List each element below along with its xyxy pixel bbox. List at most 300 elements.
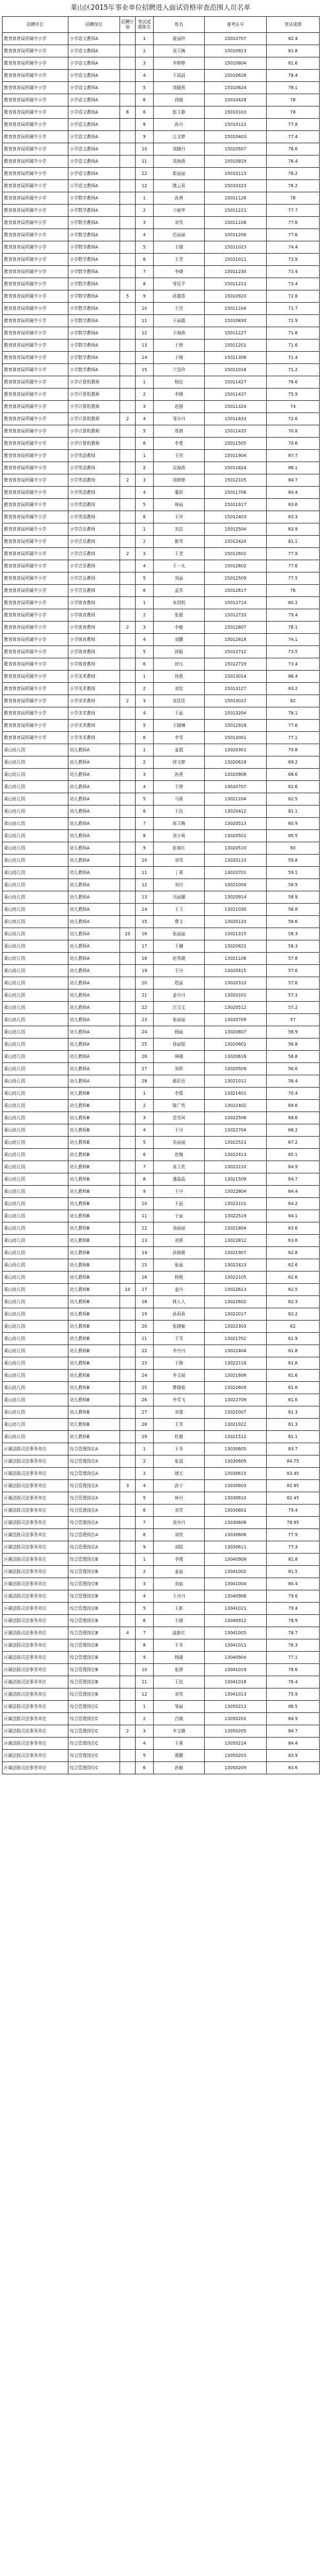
cell-position: 幼儿教师A [68,879,120,891]
table-row [3,671,320,683]
cell-ticket: 15013001 [205,732,267,744]
cell-score: 61.3 [267,1419,320,1431]
table-row [3,1357,320,1370]
cell-rank: 6 [136,1505,154,1517]
cell-position: 幼儿教师A [68,744,120,756]
table-row [3,192,320,205]
cell-ticket: 15010920 [205,290,267,303]
table-row [3,33,320,45]
cell-position: 幼儿教师B [68,1124,120,1137]
cell-plan: 10 [120,928,136,940]
cell-score: 63.6 [267,1235,320,1247]
cell-unit: 教育体育局所属中小学 [3,438,68,450]
table-row [3,1566,320,1578]
cell-ticket: 15010830 [205,315,267,327]
cell-name: 刘丹 [154,879,205,891]
cell-ticket: 13021907 [205,1247,267,1259]
cell-position: 小学计算机教师 [68,438,120,450]
cell-ticket: 13022613 [205,1284,267,1296]
cell-ticket: 13021104 [205,793,267,806]
cell-unit: 莱山幼儿园 [3,1284,68,1296]
cell-name: 于晓 [154,352,205,364]
cell-position: 小学英语教师 [68,511,120,523]
cell-name: 宋玥明 [154,597,205,609]
cell-plan [120,1603,136,1615]
table-row [3,622,320,634]
table-row [3,1443,320,1455]
cell-ticket: 13040912 [205,1615,267,1627]
cell-position: 综合管理岗位B [68,1566,120,1578]
cell-position: 幼儿教师B [68,1345,120,1357]
cell-unit: 教育体育局所属中小学 [3,683,68,695]
cell-ticket: 13022812 [205,1235,267,1247]
cell-unit: 区属法院司法事务单位 [3,1689,68,1701]
cell-name: 刘妍 [154,1063,205,1075]
cell-plan [120,1689,136,1701]
cell-ticket: 13020110 [205,855,267,867]
cell-ticket: 15013204 [205,707,267,720]
cell-unit: 莱山幼儿园 [3,1321,68,1333]
cell-rank: 1 [136,671,154,683]
cell-plan [120,720,136,732]
cell-score: 62.8 [267,1247,320,1259]
cell-position: 小学数学教师A [68,266,120,278]
cell-unit: 莱山幼儿园 [3,1063,68,1075]
cell-rank: 13 [136,1235,154,1247]
cell-position: 综合管理岗位C [68,1762,120,1774]
cell-score: 59.1 [267,867,320,879]
table-row [3,1382,320,1394]
cell-rank: 3 [136,769,154,781]
cell-rank: 14 [136,1247,154,1259]
cell-rank: 25 [136,1039,154,1051]
cell-position: 幼儿教师A [68,1075,120,1088]
cell-plan [120,303,136,315]
cell-name: 王丹 [154,1186,205,1198]
cell-plan [120,867,136,879]
table-row [3,855,320,867]
cell-score: 64.9 [267,1161,320,1173]
cell-position: 幼儿教师B [68,1222,120,1235]
cell-name: 郝彩达 [154,1075,205,1088]
table-row [3,1529,320,1541]
cell-score: 81.6 [267,57,320,70]
cell-plan: 2 [120,695,136,707]
cell-unit: 区属法院司法事务单位 [3,1701,68,1713]
cell-ticket: 13020601 [205,1039,267,1051]
cell-unit: 教育体育局所属中小学 [3,131,68,143]
cell-ticket: 15013014 [205,671,267,683]
table-row [3,523,320,536]
cell-name: 王丽 [154,707,205,720]
table-row [3,1652,320,1664]
cell-rank: 3 [136,57,154,70]
table-row [3,1554,320,1566]
column-header-plan: 招聘计划 [120,17,136,33]
cell-unit: 莱山幼儿园 [3,806,68,818]
cell-score: 61.6 [267,1382,320,1394]
cell-unit: 莱山幼儿园 [3,989,68,1002]
cell-position: 综合管理岗位A [68,1443,120,1455]
cell-rank: 15 [136,916,154,928]
cell-score: 79.4 [267,1505,320,1517]
cell-score: 79.4 [267,1603,320,1615]
cell-unit: 莱山幼儿园 [3,1210,68,1222]
cell-name: 赵静 [154,401,205,413]
cell-position: 综合管理岗位C [68,1713,120,1725]
cell-rank: 7 [136,1161,154,1173]
cell-plan [120,438,136,450]
table-row [3,1321,320,1333]
cell-position: 小学美术教师 [68,732,120,744]
cell-plan [120,192,136,205]
cell-ticket: 15010428 [205,94,267,106]
cell-rank: 26 [136,1051,154,1063]
cell-unit: 教育体育局所属中小学 [3,573,68,585]
cell-rank: 6 [136,1762,154,1774]
cell-position: 小学数学教师A [68,352,120,364]
cell-unit: 教育体育局所属中小学 [3,327,68,340]
cell-name: 高玉欣 [154,1161,205,1173]
cell-unit: 教育体育局所属中小学 [3,732,68,744]
cell-ticket: 13020310 [205,977,267,989]
cell-ticket: 13020509 [205,1063,267,1075]
table-row [3,585,320,597]
cell-name: 刘小莉 [154,830,205,842]
cell-ticket: 13022210 [205,1161,267,1173]
cell-unit: 莱山幼儿园 [3,1173,68,1186]
cell-score: 57.6 [267,965,320,977]
cell-rank: 21 [136,989,154,1002]
cell-unit: 教育体育局所属中小学 [3,45,68,57]
cell-name: 林丽 [154,499,205,511]
cell-position: 幼儿教师B [68,1333,120,1345]
cell-ticket: 15012504 [205,523,267,536]
cell-ticket: 13020415 [205,965,267,977]
cell-rank: 3 [136,217,154,229]
cell-plan [120,634,136,646]
cell-name: 范雪珂 [154,1112,205,1124]
cell-unit: 莱山幼儿园 [3,928,68,940]
cell-position: 幼儿教师B [68,1088,120,1100]
cell-ticket: 15011201 [205,340,267,352]
table-row [3,474,320,487]
cell-rank: 1 [136,523,154,536]
cell-score: 58.6 [267,916,320,928]
cell-position: 幼儿教师B [68,1247,120,1259]
cell-rank: 15 [136,364,154,376]
table-row [3,1124,320,1137]
cell-position: 幼儿教师A [68,1026,120,1039]
cell-score: 73.4 [267,658,320,671]
cell-score: 84.7 [267,1725,320,1738]
table-row [3,143,320,156]
cell-ticket: 13021030 [205,904,267,916]
cell-position: 幼儿教师A [68,1051,120,1063]
cell-unit: 莱山幼儿园 [3,940,68,953]
cell-position: 幼儿教师A [68,793,120,806]
cell-position: 综合管理岗位A [68,1492,120,1505]
cell-name: 刘婷婷 [154,474,205,487]
cell-plan [120,536,136,548]
cell-unit: 区属法院司法事务单位 [3,1492,68,1505]
cell-unit: 莱山幼儿园 [3,1026,68,1039]
cell-position: 幼儿教师B [68,1137,120,1149]
cell-name: 刘洁 [154,523,205,536]
cell-plan [120,1455,136,1468]
cell-unit: 区属法院司法事务单位 [3,1652,68,1664]
cell-rank: 11 [136,315,154,327]
cell-unit: 莱山幼儿园 [3,818,68,830]
cell-plan [120,855,136,867]
cell-score: 72.6 [267,413,320,425]
cell-position: 幼儿教师B [68,1284,120,1296]
cell-score: 86.1 [267,462,320,474]
cell-position: 综合管理岗位A [68,1541,120,1554]
cell-score: 61.1 [267,1431,320,1443]
table-row [3,462,320,474]
cell-plan: 2 [120,474,136,487]
cell-name: 刘雪 [154,217,205,229]
cell-rank: 18 [136,1296,154,1308]
cell-plan [120,376,136,389]
cell-position: 幼儿教师A [68,940,120,953]
cell-score: 58.3 [267,940,320,953]
cell-plan [120,1039,136,1051]
cell-ticket: 13041019 [205,1664,267,1676]
cell-position: 综合管理岗位B [68,1639,120,1652]
table-row [3,217,320,229]
cell-rank: 11 [136,156,154,168]
cell-ticket: 13021702 [205,1333,267,1345]
cell-ticket: 15011108 [205,217,267,229]
cell-rank: 6 [136,1149,154,1161]
cell-rank: 4 [136,1124,154,1137]
cell-rank: 23 [136,1014,154,1026]
cell-ticket: 13020501 [205,830,267,842]
cell-rank: 7 [136,1627,154,1639]
cell-unit: 教育体育局所属中小学 [3,634,68,646]
cell-ticket: 15012719 [205,658,267,671]
cell-position: 综合管理岗位C [68,1701,120,1713]
cell-position: 小学语文教师A [68,45,120,57]
column-header-ticket: 准考证号 [205,17,267,33]
cell-plan: 3 [120,1480,136,1492]
cell-name: 李雪飞 [154,1394,205,1406]
cell-ticket: 15012403 [205,511,267,523]
cell-rank: 7 [136,1517,154,1529]
cell-unit: 教育体育局所属中小学 [3,671,68,683]
cell-rank: 5 [136,573,154,585]
cell-name: 姜丽 [154,1566,205,1578]
cell-plan [120,609,136,622]
table-row [3,499,320,511]
cell-score: 77.3 [267,1541,320,1554]
cell-name: 徐振 [154,646,205,658]
cell-ticket: 15010323 [205,180,267,192]
cell-name: 李文晓 [154,1725,205,1738]
cell-name: 孙丹 [154,119,205,131]
cell-score: 83.6 [267,1762,320,1774]
cell-rank: 2 [136,609,154,622]
cell-position: 小学语文教师A [68,180,120,192]
cell-ticket: 15011435 [205,425,267,438]
cell-unit: 教育体育局所属中小学 [3,499,68,511]
cell-score: 63.6 [267,1222,320,1235]
cell-unit: 莱山幼儿园 [3,1235,68,1247]
table-row [3,707,320,720]
cell-position: 幼儿教师A [68,867,120,879]
cell-score: 84.4 [267,1738,320,1750]
cell-rank: 6 [136,254,154,266]
cell-position: 幼儿教师B [68,1149,120,1161]
cell-position: 小学英语教师 [68,499,120,511]
cell-plan [120,965,136,977]
cell-ticket: 13021106 [205,953,267,965]
cell-plan [120,842,136,855]
cell-ticket: 15011126 [205,192,267,205]
cell-plan [120,940,136,953]
cell-rank: 1 [136,1088,154,1100]
cell-score: 62.5 [267,1284,320,1296]
cell-name: 王丹丹 [154,1590,205,1603]
cell-rank: 13 [136,340,154,352]
cell-unit: 莱山幼儿园 [3,744,68,756]
cell-score: 71.4 [267,352,320,364]
cell-ticket: 15010626 [205,70,267,82]
cell-ticket: 13020908 [205,769,267,781]
cell-score: 68.2 [267,1124,320,1137]
cell-ticket: 13020914 [205,891,267,904]
cell-score: 72.8 [267,290,320,303]
cell-ticket: 15010913 [205,45,267,57]
cell-name: 邢玉梅 [154,818,205,830]
cell-position: 小学音乐教师 [68,573,120,585]
table-row [3,1713,320,1725]
cell-position: 幼儿教师B [68,1173,120,1186]
cell-name: 杜敏 [154,1431,205,1443]
cell-plan [120,168,136,180]
cell-rank: 2 [136,756,154,769]
cell-ticket: 15011917 [205,499,267,511]
cell-ticket: 13022506 [205,1112,267,1124]
cell-position: 幼儿教师B [68,1100,120,1112]
cell-score: 69.2 [267,756,320,769]
cell-plan [120,989,136,1002]
table-row [3,241,320,254]
cell-ticket: 13020513 [205,818,267,830]
table-row [3,989,320,1002]
cell-score: 76.6 [267,143,320,156]
cell-score: 76.4 [267,1676,320,1689]
table-row [3,1222,320,1235]
cell-ticket: 15012424 [205,536,267,548]
cell-unit: 莱山幼儿园 [3,1357,68,1370]
cell-score: 74 [267,401,320,413]
cell-name: 林晓 [154,1051,205,1063]
table-row [3,70,320,82]
table-row [3,1370,320,1382]
cell-rank: 8 [136,830,154,842]
cell-rank: 8 [136,1173,154,1186]
table-row [3,1014,320,1026]
cell-ticket: 13021004 [205,879,267,891]
cell-plan [120,180,136,192]
cell-name: 刘雪 [154,1689,205,1701]
table-row [3,1639,320,1652]
cell-unit: 教育体育局所属中小学 [3,658,68,671]
cell-ticket: 15013127 [205,683,267,695]
cell-rank: 8 [136,119,154,131]
cell-unit: 莱山幼儿园 [3,904,68,916]
cell-score: 61.3 [267,1406,320,1419]
table-row [3,1039,320,1051]
cell-unit: 教育体育局所属中小学 [3,560,68,573]
cell-name: 张超 [154,609,205,622]
cell-position: 小学数学教师A [68,217,120,229]
cell-score: 62 [267,1321,320,1333]
cell-plan [120,315,136,327]
cell-rank: 21 [136,1333,154,1345]
cell-position: 幼儿教师B [68,1394,120,1406]
cell-ticket: 13020512 [205,1002,267,1014]
cell-unit: 教育体育局所属中小学 [3,192,68,205]
cell-unit: 莱山幼儿园 [3,1124,68,1137]
cell-name: 曲新红 [154,1627,205,1639]
cell-unit: 莱山幼儿园 [3,1088,68,1100]
cell-name: 王晓 [154,241,205,254]
cell-plan [120,1235,136,1247]
cell-plan [120,205,136,217]
table-row [3,1063,320,1075]
cell-ticket: 13022303 [205,1321,267,1333]
table-row [3,389,320,401]
cell-ticket: 13022609 [205,1382,267,1394]
cell-position: 综合管理岗位C [68,1738,120,1750]
cell-ticket: 13050211 [205,1701,267,1713]
cell-rank: 11 [136,1210,154,1222]
cell-ticket: 15011437 [205,389,267,401]
cell-unit: 区属法院司法事务单位 [3,1664,68,1676]
cell-ticket: 15012720 [205,609,267,622]
cell-score: 64.7 [267,1173,320,1186]
table-row [3,425,320,438]
cell-rank: 10 [136,143,154,156]
cell-rank: 3 [136,401,154,413]
cell-unit: 莱山幼儿园 [3,1419,68,1431]
cell-ticket: 15010804 [205,57,267,70]
cell-rank: 3 [136,474,154,487]
cell-name: 刘阳 [154,1541,205,1554]
cell-unit: 区属法院司法事务单位 [3,1627,68,1639]
cell-plan [120,1186,136,1198]
cell-position: 小学体育教师 [68,597,120,609]
table-row [3,1345,320,1357]
cell-rank: 2 [136,1713,154,1725]
cell-plan [120,1137,136,1149]
cell-score: 70.6 [267,438,320,450]
cell-position: 小学英语教师 [68,487,120,499]
cell-name: 张婷 [154,1664,205,1676]
cell-position: 幼儿教师B [68,1406,120,1419]
cell-unit: 教育体育局所属中小学 [3,462,68,474]
cell-ticket: 15012602 [205,560,267,573]
cell-unit: 莱山幼儿园 [3,891,68,904]
cell-unit: 莱山幼儿园 [3,1431,68,1443]
cell-score: 57 [267,1014,320,1026]
cell-rank: 4 [136,1590,154,1603]
cell-plan [120,683,136,695]
